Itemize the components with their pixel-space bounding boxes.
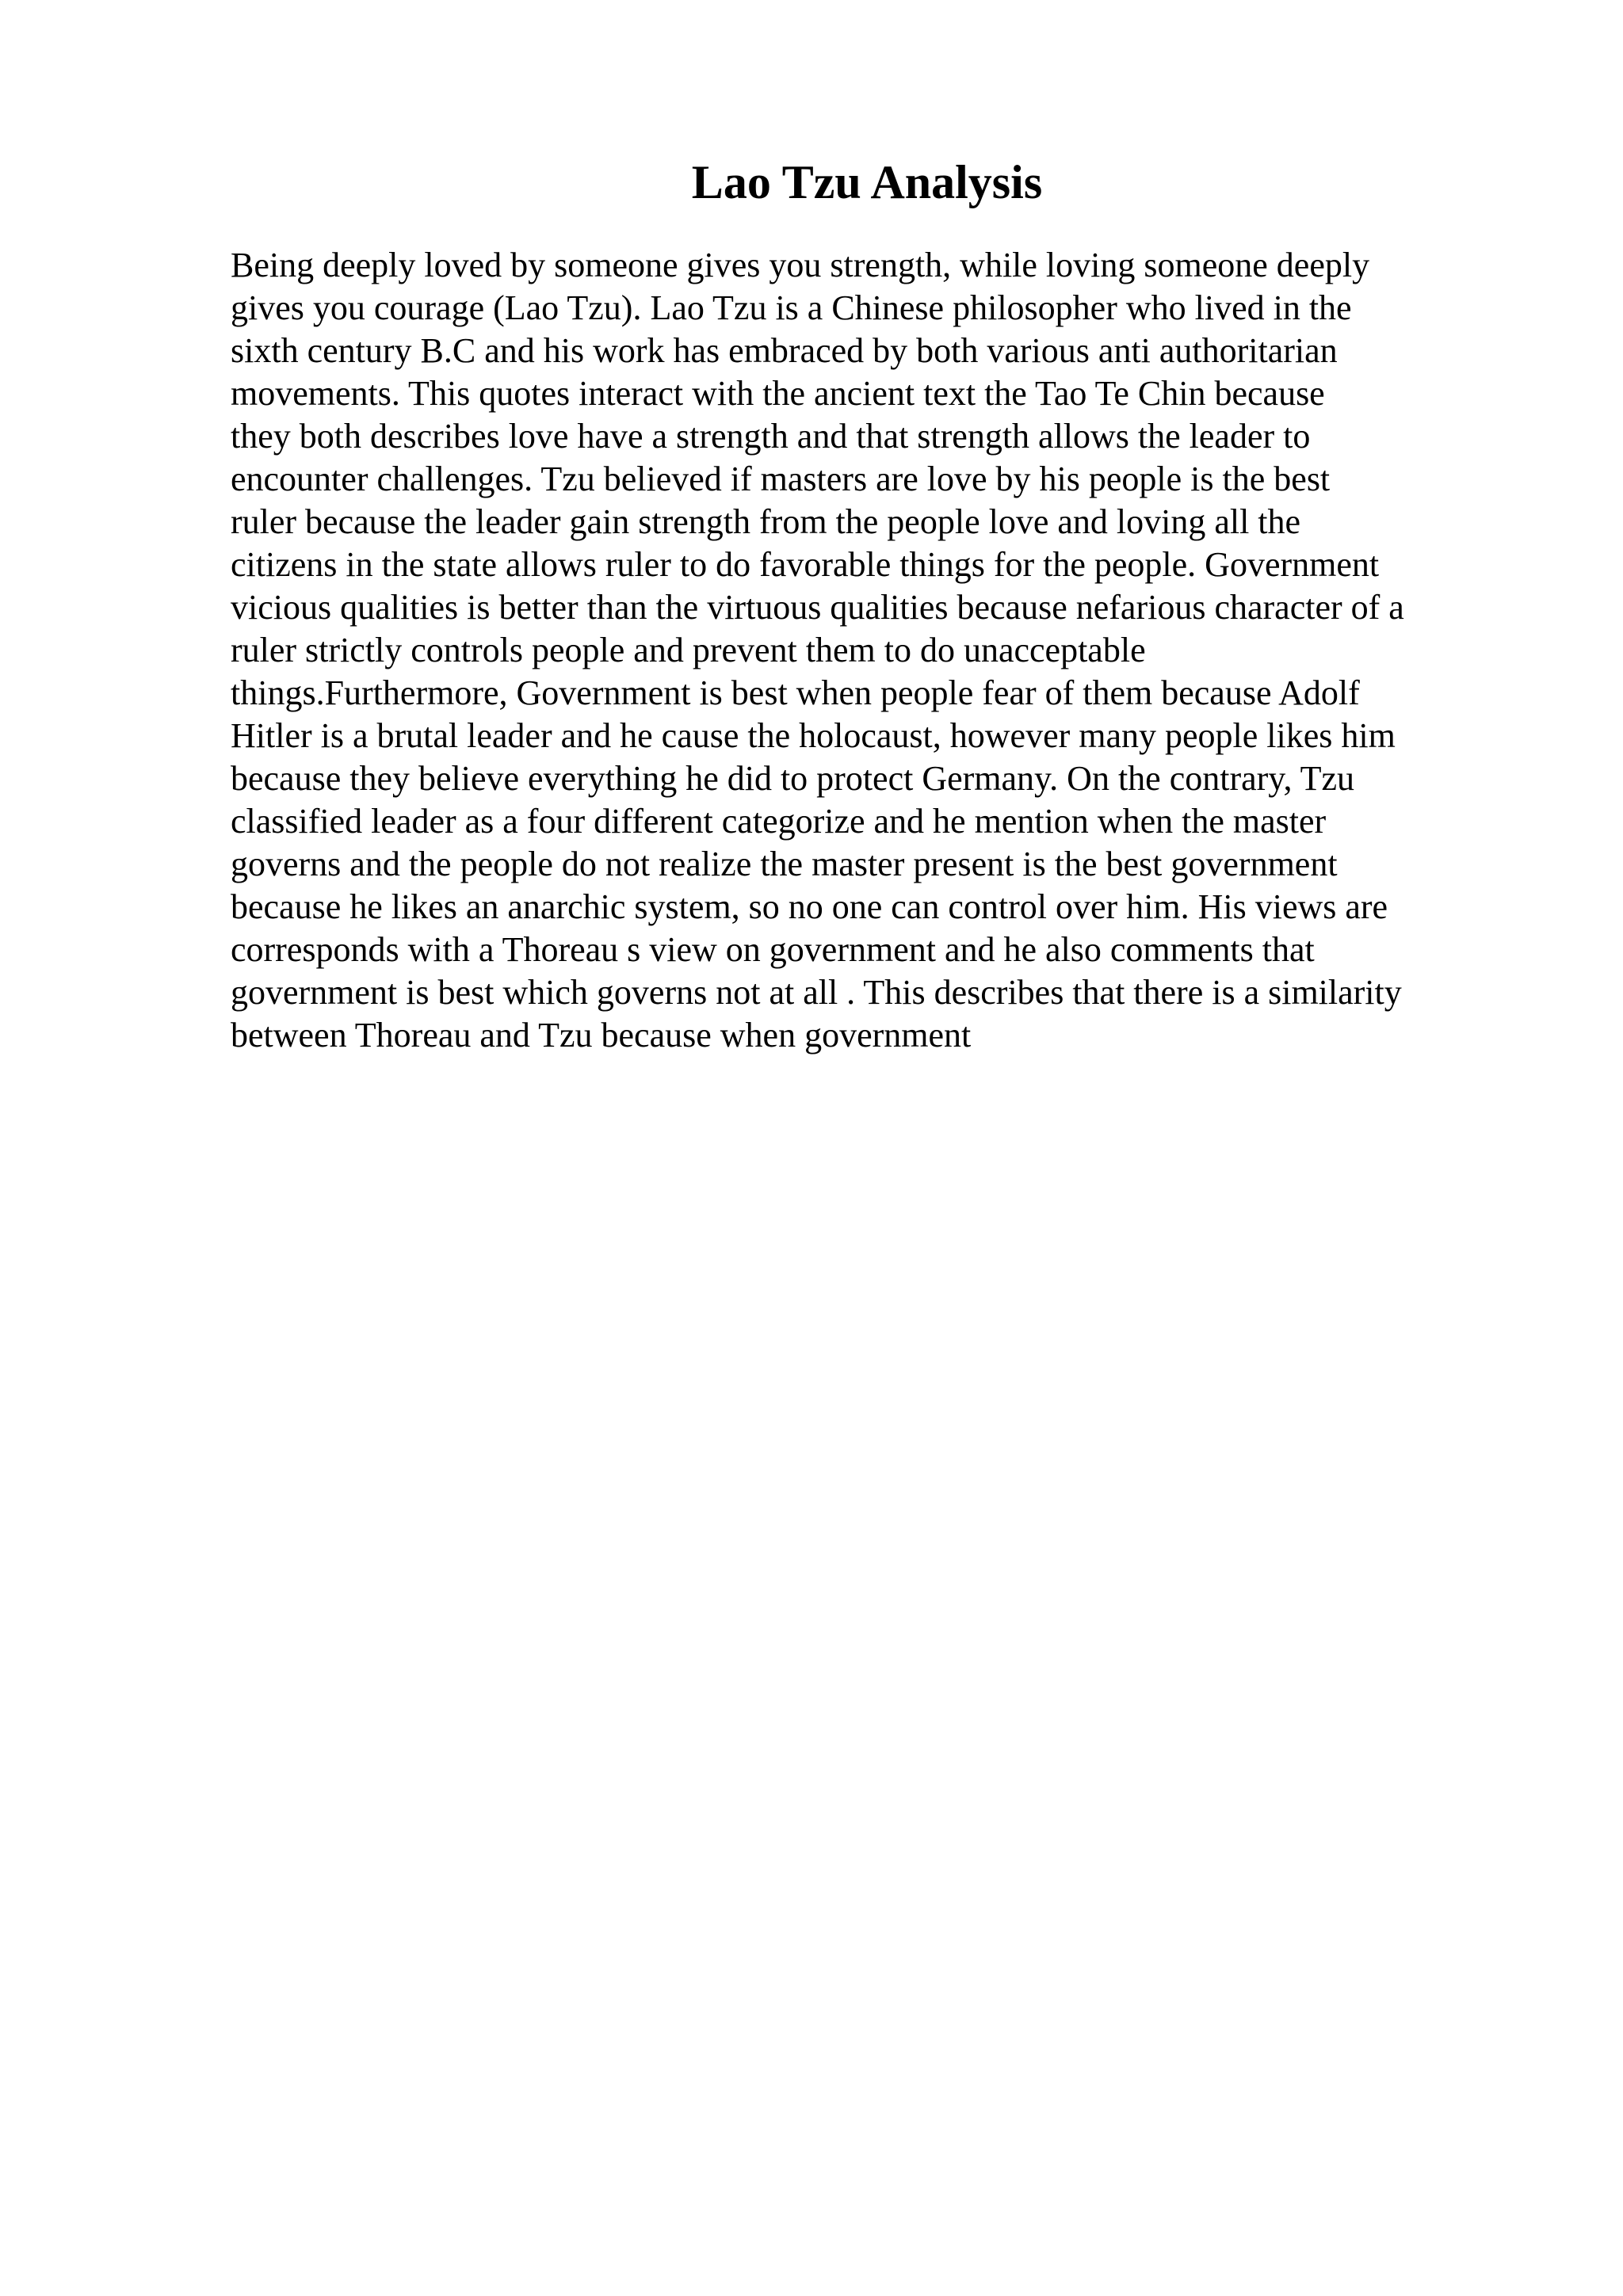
body-line: Hitler is a brutal leader and he cause the holocaust, however many people likes him [231, 716, 1396, 755]
body-line: classified leader as a four different categorize and he mention when the master [231, 802, 1327, 841]
body-line: corresponds with a Thoreau s view on government and he also comments that [231, 930, 1315, 969]
body-line: because they believe everything he did to protect Germany. On the contrary, Tzu [231, 759, 1355, 798]
body-line: governs and the people do not realize the master present is the best government [231, 845, 1338, 883]
body-line: encounter challenges. Tzu believed if masters are love by his people is the best [231, 460, 1331, 498]
body-line: vicious qualities is better than the virtuous qualities because nefarious character of a [231, 588, 1404, 627]
body-line: things.Furthermore, Government is best when people fear of them because Adolf [231, 673, 1360, 712]
body-line: gives you courage (Lao Tzu). Lao Tzu is a Chinese philosopher who lived in the [231, 288, 1352, 327]
body-line: government is best which governs not at all . This describes that there is a similarity [231, 973, 1402, 1012]
body-line: movements. This quotes interact with the ancient text the Tao Te Chin because [231, 374, 1325, 413]
document-body [231, 244, 1514, 1057]
body-line: they both describes love have a strength and that strength allows the leader to [231, 417, 1311, 456]
body-line: Being deeply loved by someone gives you strength, while loving someone deeply [231, 246, 1370, 284]
body-line: citizens in the state allows ruler to do favorable things for the people. Government [231, 545, 1380, 584]
body-line: ruler strictly controls people and prevent them to do unacceptable [231, 631, 1146, 669]
body-line: because he likes an anarchic system, so no one can control over him. His views are [231, 887, 1388, 926]
document-title: Lao Tzu Analysis [691, 156, 1043, 208]
body-line: between Thoreau and Tzu because when government [231, 1016, 972, 1055]
body-line: sixth century B.C and his work has embraced by both various anti authoritarian [231, 331, 1338, 370]
body-line: ruler because the leader gain strength from the people love and loving all the [231, 502, 1301, 541]
